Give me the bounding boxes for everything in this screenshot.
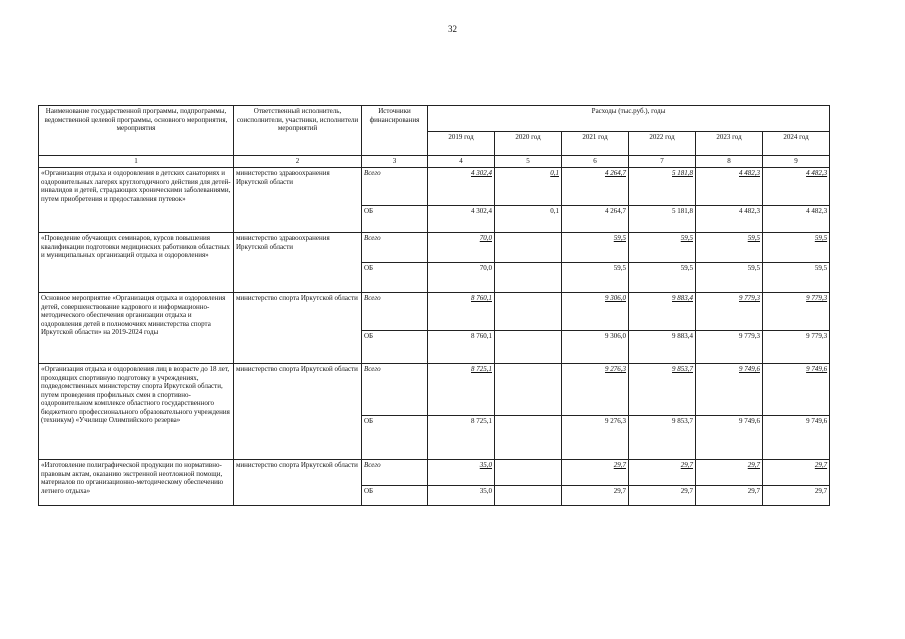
source-ob: ОБ [362, 331, 428, 364]
ob-value: 29,7 [696, 486, 763, 506]
ob-value: 5 181,8 [629, 206, 696, 233]
executor: министерство спорта Иркутской области [234, 364, 362, 460]
activity-name: «Организация отдыха и оздоровления лиц в возрасте до 18 лет, проходящих спортивную подготовку в учреждениях, подведомственных министерству спорта Иркутской области, путем проведения профильных смен в спортивно-оздоровительном комплексе областного государственного бюджетного профессионального образовательного учреждения (техникум) «Училище Олимпийского резерва» [39, 364, 234, 460]
total-value: 9 779,3 [696, 293, 763, 331]
ob-value [495, 416, 562, 460]
source-total: Всего [362, 168, 428, 206]
ob-value: 8 760,1 [428, 331, 495, 364]
ob-value: 70,0 [428, 263, 495, 293]
activity-name: «Проведение обучающих семинаров, курсов повышения квалификации подготовки медицинских работников областных и муниципальных организаций отдыха и оздоровления» [39, 233, 234, 293]
source-ob: ОБ [362, 416, 428, 460]
header-year: 2022 год [629, 132, 696, 156]
column-number: 8 [696, 156, 763, 168]
ob-value: 35,0 [428, 486, 495, 506]
column-number: 4 [428, 156, 495, 168]
total-value [495, 364, 562, 416]
expenses-table [38, 105, 830, 506]
total-value: 29,7 [562, 460, 629, 486]
total-value: 9 276,3 [562, 364, 629, 416]
page-number: 32 [448, 24, 457, 34]
ob-value [495, 331, 562, 364]
ob-value: 8 725,1 [428, 416, 495, 460]
total-value: 4 482,3 [763, 168, 830, 206]
total-value: 59,5 [562, 233, 629, 263]
total-value: 9 306,0 [562, 293, 629, 331]
source-total: Всего [362, 293, 428, 331]
ob-value [495, 486, 562, 506]
table-row [39, 293, 830, 331]
header-year: 2023 год [696, 132, 763, 156]
table-row [39, 364, 830, 416]
ob-value: 29,7 [763, 486, 830, 506]
total-value: 9 749,6 [763, 364, 830, 416]
ob-value: 9 276,3 [562, 416, 629, 460]
executor: министерство здравоохранения Иркутской области [234, 233, 362, 293]
column-number: 3 [362, 156, 428, 168]
executor: министерство спорта Иркутской области [234, 460, 362, 506]
ob-value: 4 482,3 [763, 206, 830, 233]
column-number: 6 [562, 156, 629, 168]
ob-value: 59,5 [562, 263, 629, 293]
ob-value: 9 853,7 [629, 416, 696, 460]
header-expenses: Расходы (тыс.руб.), годы [428, 106, 830, 132]
source-ob: ОБ [362, 206, 428, 233]
ob-value: 9 779,3 [696, 331, 763, 364]
executor: министерство здравоохранения Иркутской области [234, 168, 362, 233]
ob-value: 29,7 [562, 486, 629, 506]
total-value: 9 779,3 [763, 293, 830, 331]
source-total: Всего [362, 364, 428, 416]
ob-value: 4 302,4 [428, 206, 495, 233]
header-executor: Ответственный исполнитель, соисполнители, участники, исполнители мероприятий [234, 106, 362, 156]
source-ob: ОБ [362, 486, 428, 506]
total-value: 5 181,8 [629, 168, 696, 206]
total-value: 8 725,1 [428, 364, 495, 416]
total-value: 59,5 [763, 233, 830, 263]
ob-value: 29,7 [629, 486, 696, 506]
ob-value: 4 264,7 [562, 206, 629, 233]
table-row [39, 233, 830, 263]
header-source: Источники финансирования [362, 106, 428, 156]
source-total: Всего [362, 233, 428, 263]
total-value: 8 760,1 [428, 293, 495, 331]
total-value: 70,0 [428, 233, 495, 263]
total-value: 4 482,3 [696, 168, 763, 206]
ob-value: 59,5 [763, 263, 830, 293]
total-value: 4 264,7 [562, 168, 629, 206]
ob-value: 4 482,3 [696, 206, 763, 233]
header-year: 2024 год [763, 132, 830, 156]
column-number: 5 [495, 156, 562, 168]
table-row [39, 168, 830, 206]
executor: министерство спорта Иркутской области [234, 293, 362, 364]
total-value [495, 293, 562, 331]
ob-value: 59,5 [696, 263, 763, 293]
column-number: 2 [234, 156, 362, 168]
total-value [495, 460, 562, 486]
header-year: 2021 год [562, 132, 629, 156]
total-value: 59,5 [696, 233, 763, 263]
total-value: 9 749,6 [696, 364, 763, 416]
total-value: 4 302,4 [428, 168, 495, 206]
total-value [495, 233, 562, 263]
total-value: 59,5 [629, 233, 696, 263]
header-year: 2019 год [428, 132, 495, 156]
column-number: 7 [629, 156, 696, 168]
ob-value: 59,5 [629, 263, 696, 293]
total-value: 29,7 [629, 460, 696, 486]
ob-value: 9 749,6 [763, 416, 830, 460]
total-value: 9 853,7 [629, 364, 696, 416]
column-number: 9 [763, 156, 830, 168]
table-row [39, 460, 830, 486]
activity-name: «Изготовление полиграфической продукции по нормативно-правовым актам, оказанию экстренной неотложной помощи, материалов по организационно-методическому обеспечению летнего отдыха» [39, 460, 234, 506]
total-value: 29,7 [763, 460, 830, 486]
ob-value: 0,1 [495, 206, 562, 233]
ob-value: 9 749,6 [696, 416, 763, 460]
source-ob: ОБ [362, 263, 428, 293]
header-year: 2020 год [495, 132, 562, 156]
total-value: 9 883,4 [629, 293, 696, 331]
source-total: Всего [362, 460, 428, 486]
header-name: Наименование государственной программы, подпрограммы, ведомственной целевой программы, основного мероприятия, мероприятия [39, 106, 234, 156]
ob-value: 9 306,0 [562, 331, 629, 364]
total-value: 35,0 [428, 460, 495, 486]
total-value: 29,7 [696, 460, 763, 486]
column-number: 1 [39, 156, 234, 168]
ob-value: 9 883,4 [629, 331, 696, 364]
total-value: 0,1 [495, 168, 562, 206]
activity-name: Основное мероприятие «Организация отдыха и оздоровления детей, совершенствование кадрового и информационно-методического обеспечения организации отдыха и оздоровления детей в полномочиях министерства спорта Иркутской области» на 2019-2024 годы [39, 293, 234, 364]
ob-value [495, 263, 562, 293]
activity-name: «Организация отдыха и оздоровления в детских санаториях и оздоровительных лагерях круглогодичного действия для детей-инвалидов и детей, страдающих хроническими заболеваниями, путем приобретения и предоставления путевок» [39, 168, 234, 233]
ob-value: 9 779,3 [763, 331, 830, 364]
